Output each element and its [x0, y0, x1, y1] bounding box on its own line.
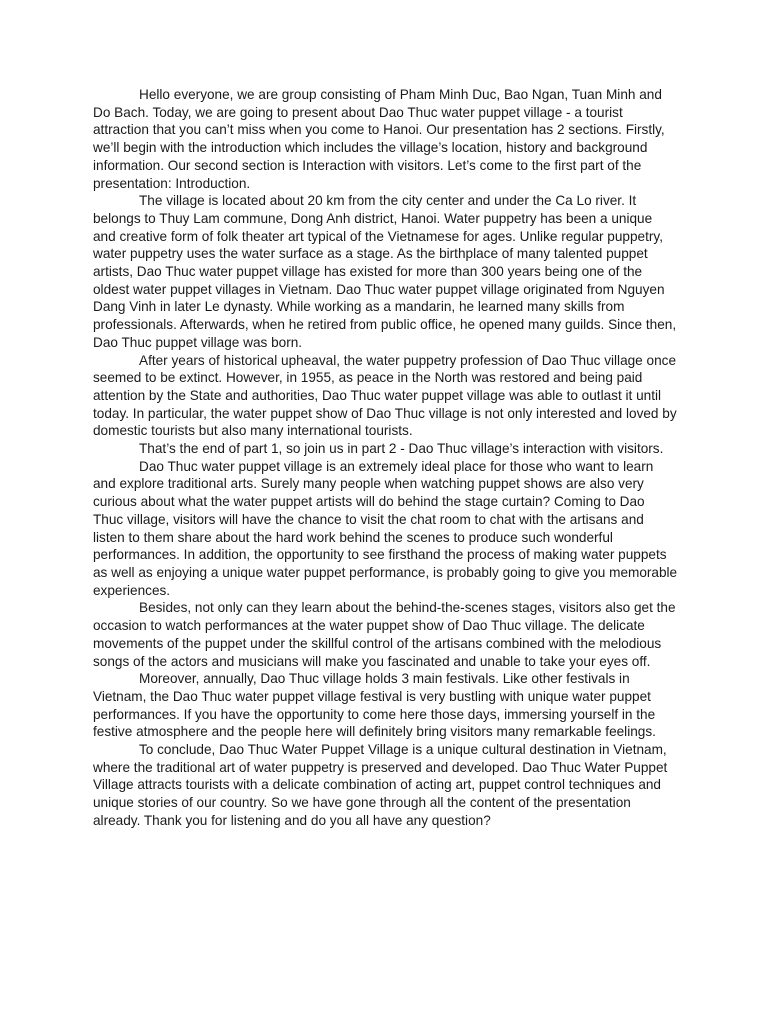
- paragraph-transition: That’s the end of part 1, so join us in part 2 - Dao Thuc village’s interaction with visitors.: [139, 441, 664, 457]
- paragraph-location-history: The village is located about 20 km from the city center and under the Ca Lo river. It belongs to Thuy Lam commune, Dong Anh district, Hanoi. Water puppetry has been a unique and creative form of folk theater art typical of the Vietnamese for ages. Unlike regular puppetry, water puppetry uses the water surface as a stage. As the birthplace of many talented puppet artists, Dao Thuc water puppet village has existed for more than 300 years being one of the oldest water puppet villages in Vietnam. Dao Thuc water puppet village originated from Nguyen Dang Vinh in later Le dynasty. While working as a mandarin, he learned many skills from professionals. Afterwards, when he retired from public office, he opened many guilds. Since then, Dao Thuc puppet village was born.: [93, 193, 677, 350]
- paragraph-intro: Hello everyone, we are group consisting of Pham Minh Duc, Bao Ngan, Tuan Minh and Do Bach. Today, we are going to present about Dao Thuc water puppet village - a tourist attraction that you can’t miss when you come to Hanoi. Our presentation has 2 sections. Firstly, we’ll begin with the introduction which includes the village’s location, history and background information. Our second section is Interaction with visitors. Let’s come to the first part of the presentation: Introduction.: [93, 87, 665, 191]
- paragraph-conclusion: To conclude, Dao Thuc Water Puppet Village is a unique cultural destination in Vietnam, where the traditional art of water puppetry is preserved and developed. Dao Thuc Water Puppet Village attracts tourists with a delicate combination of acting art, puppet control techniques and unique stories of our country. So we have gone through all the content of the presentation already. Thank you for listening and do you all have any question?: [93, 742, 668, 828]
- paragraph-upheaval: After years of historical upheaval, the water puppetry profession of Dao Thuc village once seemed to be extinct. However, in 1955, as peace in the North was restored and being paid attention by the State and authorities, Dao Thuc water puppet village was able to outlast it until today. In particular, the water puppet show of Dao Thuc village is not only interested and loved by domestic tourists but also many international tourists.: [93, 352, 677, 439]
- paragraph-performances: Besides, not only can they learn about the behind-the-scenes stages, visitors also get the occasion to watch performances at the water puppet show of Dao Thuc village. The delicate movements of the puppet under the skillful control of the artisans combined with the melodious songs of the actors and musicians will make you fascinated and unable to take your eyes off.: [93, 600, 676, 669]
- paragraph-learning: Dao Thuc water puppet village is an extremely ideal place for those who want to learn and explore traditional arts. Surely many people when watching puppet shows are also very curious about what the water puppet artists will do behind the stage curtain? Coming to Dao Thuc village, visitors will have the chance to visit the chat room to chat with the artisans and listen to them share about the hard work behind the scenes to produce such wonderful performances. In addition, the opportunity to see firsthand the process of making water puppets as well as enjoying a unique water puppet performance, is probably going to give you memorable experiences.: [93, 458, 678, 598]
- paragraph-festivals: Moreover, annually, Dao Thuc village holds 3 main festivals. Like other festivals in Vietnam, the Dao Thuc water puppet village festival is very bustling with unique water puppet performances. If you have the opportunity to come here those days, immersing yourself in the festive atmosphere and the people here will definitely bring visitors many remarkable feelings.: [93, 671, 656, 740]
